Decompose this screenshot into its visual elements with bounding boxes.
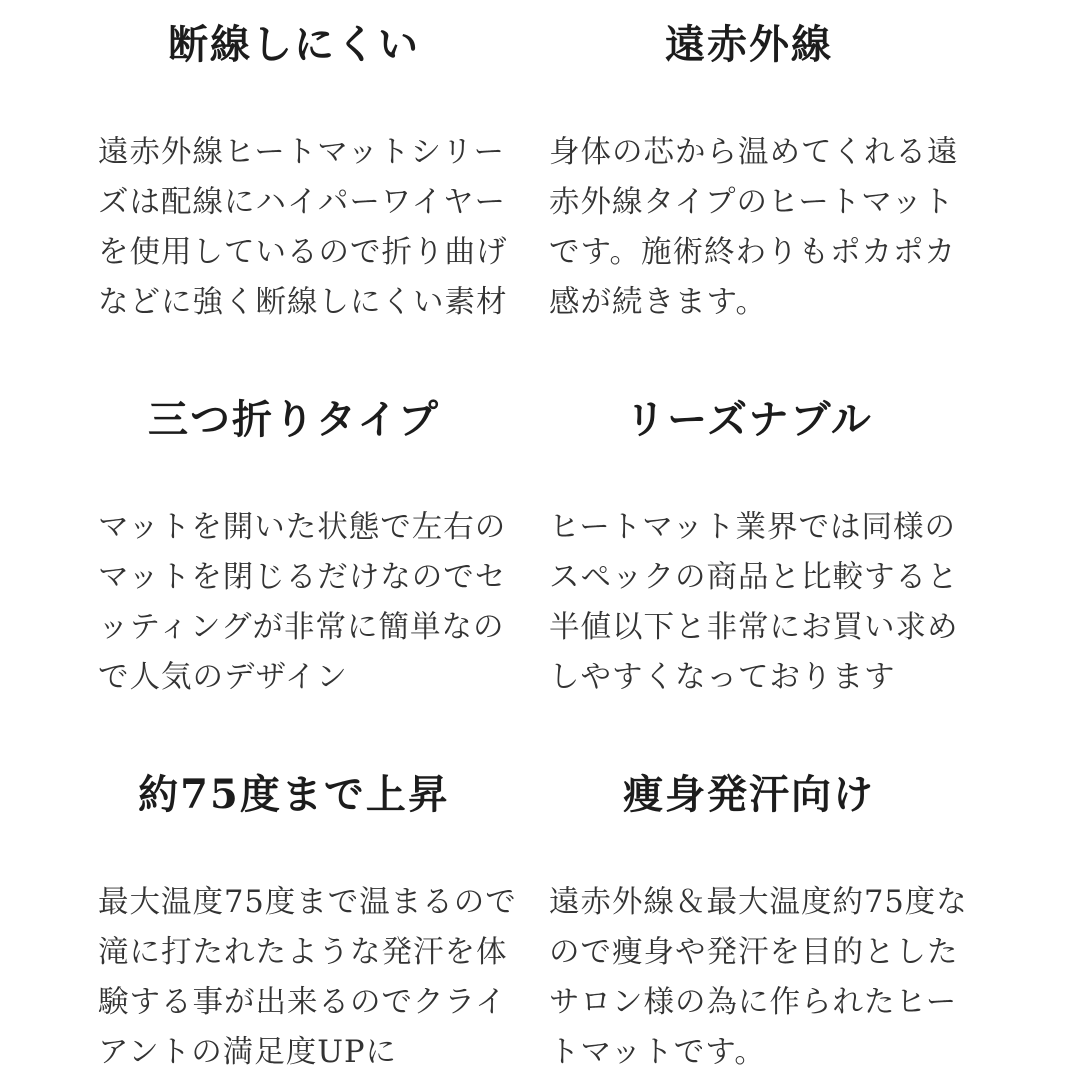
feature-title: 断線しにくい	[168, 21, 420, 68]
feature-title: 痩身発汗向け	[623, 771, 875, 818]
description-line: 験する事が出来るのでクライ	[98, 985, 507, 1020]
feature-tri-fold	[98, 395, 518, 703]
description-line: しやすくなっております	[549, 660, 896, 695]
feature-description	[549, 128, 969, 328]
feature-description	[98, 503, 518, 703]
feature-description	[549, 878, 969, 1078]
description-line: 最大温度75度まで温まるので	[98, 885, 517, 920]
description-line: 遠赤外線ヒートマットシリー	[98, 135, 506, 170]
description-line: 滝に打たれたような発汗を体	[98, 935, 508, 970]
description-line: アントの満足度UPに	[98, 1035, 398, 1070]
description-line: で人気のデザイン	[98, 660, 348, 695]
feature-description	[98, 128, 518, 328]
feature-slimming-sweating	[549, 770, 969, 1078]
description-line: ので痩身や発汗を目的とした	[549, 935, 959, 970]
description-line: ズは配線にハイパーワイヤー	[98, 185, 506, 220]
description-line: です。施術終わりもポカポカ	[549, 235, 957, 270]
description-line: マットを閉じるだけなのでセ	[98, 560, 507, 595]
feature-far-infrared	[549, 20, 969, 328]
feature-max-temperature	[98, 770, 518, 1078]
description-line: スペックの商品と比較すると	[549, 560, 959, 595]
feature-title: 約75度まで上昇	[138, 771, 450, 818]
feature-title: 遠赤外線	[665, 21, 833, 68]
description-line: サロン様の為に作られたヒー	[549, 985, 958, 1020]
description-line: 遠赤外線＆最大温度約75度な	[549, 885, 968, 920]
feature-breakage-resistant	[98, 20, 518, 328]
feature-title: 三つ折りタイプ	[148, 396, 440, 443]
description-line: 半値以下と非常にお買い求め	[549, 610, 959, 645]
description-line: ッティングが非常に簡単なの	[98, 610, 505, 645]
feature-title: リーズナブル	[625, 396, 873, 443]
description-line: ヒートマット業界では同様の	[549, 510, 957, 545]
description-line: 感が続きます。	[549, 285, 768, 320]
feature-description	[98, 878, 518, 1078]
description-line: 赤外線タイプのヒートマット	[549, 185, 955, 220]
description-line: 身体の芯から温めてくれる遠	[549, 135, 959, 170]
feature-reasonable	[549, 395, 969, 703]
description-line: を使用しているので折り曲げ	[98, 235, 508, 270]
description-line: マットを開いた状態で左右の	[98, 510, 507, 545]
description-line: などに強く断線しにくい素材	[98, 285, 508, 320]
description-line: トマットです。	[549, 1035, 766, 1070]
feature-description	[549, 503, 969, 703]
